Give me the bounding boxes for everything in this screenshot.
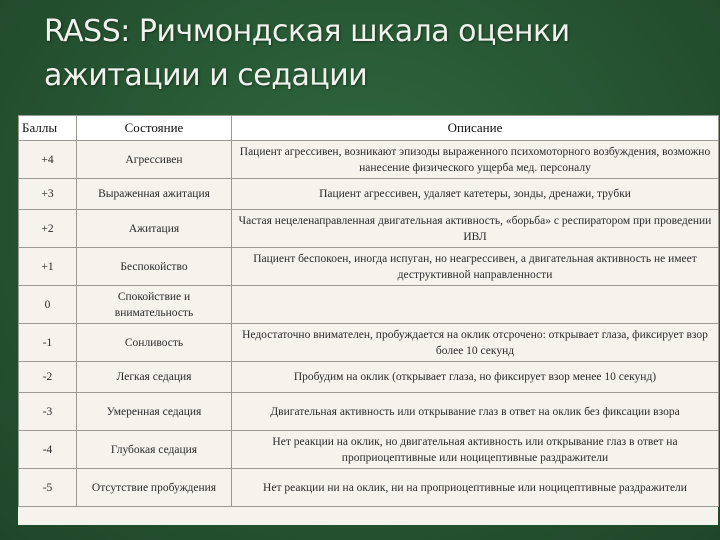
score-cell: 0 [19, 286, 77, 324]
score-cell: +3 [19, 179, 77, 210]
state-cell: Умеренная седация [77, 393, 232, 431]
description-cell: Нет реакции на оклик, но двигательная активность или открывание глаз в ответ на проприоцептивные или ноцицептивные раздражители [232, 431, 719, 469]
header-description: Описание [232, 116, 719, 141]
table-header-row [19, 116, 719, 141]
table-row [19, 362, 719, 393]
state-cell: Спокойствие и внимательность [77, 286, 232, 324]
score-cell: +1 [19, 248, 77, 286]
description-cell: Пациент агрессивен, возникают эпизоды выраженного психомоторного возбуждения, возможно нанесение физического ущерба мед. персоналу [232, 141, 719, 179]
state-cell: Легкая седация [77, 362, 232, 393]
score-cell: -5 [19, 469, 77, 507]
table-row [19, 324, 719, 362]
description-cell [232, 286, 719, 324]
table-row [19, 248, 719, 286]
score-cell: -1 [19, 324, 77, 362]
state-cell: Ажитация [77, 210, 232, 248]
header-state: Состояние [77, 116, 232, 141]
score-cell: -4 [19, 431, 77, 469]
table-row [19, 469, 719, 507]
table-row [19, 286, 719, 324]
description-cell: Частая нецеленаправленная двигательная активность, «борьба» с респиратором при проведении ИВЛ [232, 210, 719, 248]
description-cell: Двигательная активность или открывание глаз в ответ на оклик без фиксации взора [232, 393, 719, 431]
rass-table-container [18, 115, 718, 525]
rass-table [18, 115, 719, 507]
table-row [19, 393, 719, 431]
score-cell: +4 [19, 141, 77, 179]
state-cell: Глубокая седация [77, 431, 232, 469]
header-score: Баллы [19, 116, 77, 141]
table-row [19, 210, 719, 248]
state-cell: Выраженная ажитация [77, 179, 232, 210]
state-cell: Агрессивен [77, 141, 232, 179]
slide-title: RASS: Ричмондская шкала оценки ажитации и седации [44, 14, 570, 93]
table-row [19, 141, 719, 179]
score-cell: -2 [19, 362, 77, 393]
table-row [19, 179, 719, 210]
description-cell: Пробудим на оклик (открывает глаза, но фиксирует взор менее 10 секунд) [232, 362, 719, 393]
score-cell: -3 [19, 393, 77, 431]
description-cell: Пациент беспокоен, иногда испуган, но неагрессивен, а двигательная активность не имеет деструктивной направленности [232, 248, 719, 286]
description-cell: Нет реакции ни на оклик, ни на проприоцептивные или ноцицептивные раздражители [232, 469, 719, 507]
description-cell: Недостаточно внимателен, пробуждается на оклик отсрочено: открывает глаза, фиксирует взор более 10 секунд [232, 324, 719, 362]
description-cell: Пациент агрессивен, удаляет катетеры, зонды, дренажи, трубки [232, 179, 719, 210]
table-row [19, 431, 719, 469]
state-cell: Сонливость [77, 324, 232, 362]
state-cell: Беспокойство [77, 248, 232, 286]
state-cell: Отсутствие пробуждения [77, 469, 232, 507]
score-cell: +2 [19, 210, 77, 248]
